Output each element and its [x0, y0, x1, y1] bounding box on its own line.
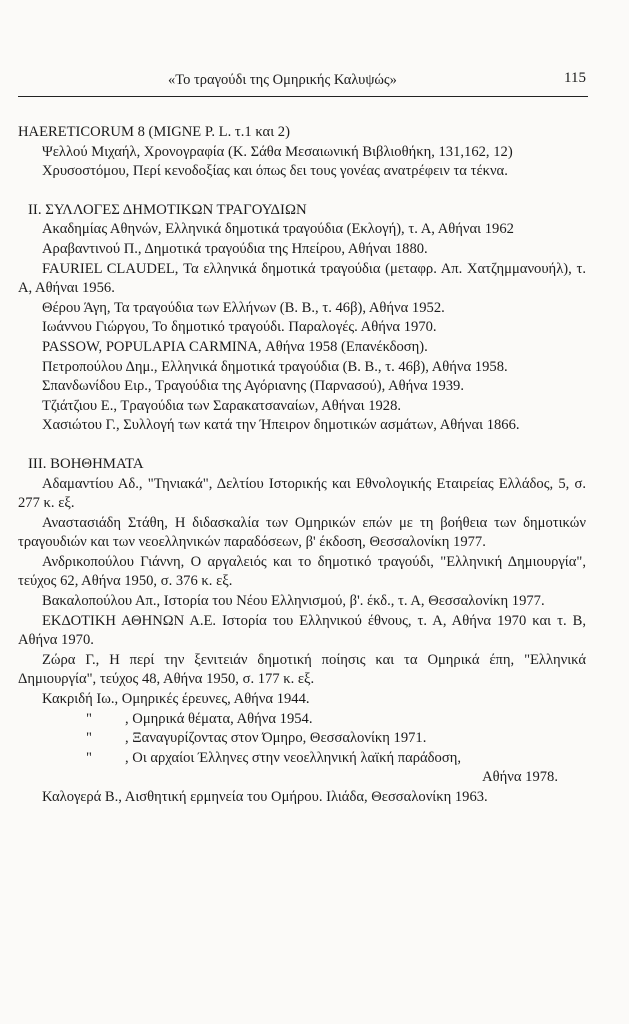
bibliography-entry: PASSOW, POPULAPIA CARMINA, Αθήνα 1958 (Επανέκδοση).: [42, 338, 428, 355]
bibliography-line: HAERETICORUM 8 (MIGNE P. L. τ.1 και 2): [18, 124, 290, 140]
header-rule: [18, 96, 588, 97]
ditto-mark: ": [86, 710, 92, 727]
bibliography-entry: FAURIEL CLAUDEL, Τα ελληνικά δημοτικά τραγούδια (μεταφρ. Απ. Χατζημμανουήλ), τ. Α, Αθήναι 1956.: [18, 260, 586, 297]
section-spacer: [18, 182, 586, 201]
ditto-entry: [18, 710, 586, 730]
bibliography-entry: Ανδρικοπούλου Γιάννη, Ο αργαλειός και το δημοτικό τραγούδι, "Ελληνική Δημιουργία", τεύχος 62, Αθήνα 1950, σ. 376 κ. εξ.: [18, 553, 586, 590]
bibliography-entry: Ακαδημίας Αθηνών, Ελληνικά δημοτικά τραγούδια (Εκλογή), τ. Α, Αθήναι 1962: [42, 221, 514, 238]
page-body: [18, 123, 586, 808]
bibliography-entry: Αναστασιάδη Στάθη, Η διδασκαλία των Ομηρικών επών με τη βοήθεια των δημοτικών τραγουδιών και των νεοελληνικών παραδόσεων, β' έκδοση, Θεσσαλονίκη 1977.: [18, 514, 586, 551]
ditto-continuation: Αθήνα 1978.: [482, 769, 558, 786]
bibliography-entry: Καλογερά Β., Αισθητική ερμηνεία του Ομήρου. Ιλιάδα, Θεσσαλονίκη 1963.: [42, 789, 488, 805]
page-number: 115: [564, 70, 586, 86]
running-title: «Το τραγούδι της Ομηρικής Καλυψώς»: [168, 72, 397, 88]
ditto-mark: ": [86, 730, 92, 747]
bibliography-entry: Αδαμαντίου Αδ., "Τηνιακά", Δελτίου Ιστορικής και Εθνολογικής Εταιρείας Ελλάδος, 5, σ. 277 κ. εξ.: [18, 475, 586, 512]
bibliography-entry: Χρυσοστόμου, Περί κενοδοξίας και όπως δει τους γονέας ανατρέφειν τα τέκνα.: [42, 163, 508, 180]
ditto-entry: [18, 729, 586, 749]
ditto-entry: [18, 749, 586, 769]
bibliography-entry: Σπανδωνίδου Ειρ., Τραγούδια της Αγόριανης (Παρνασού), Αθήνα 1939.: [42, 378, 464, 395]
bibliography-entry: Κακριδή Ιω., Ομηρικές έρευνες, Αθήνα 1944.: [42, 691, 310, 708]
bibliography-entry: Αραβαντινού Π., Δημοτικά τραγούδια της Ηπείρου, Αθήναι 1880.: [42, 240, 428, 257]
bibliography-entry: Ζώρα Γ., Η περί την ξενιτειάν δημοτική ποίησις και τα Ομηρικά έπη, "Ελληνικά Δημιουργία", τεύχος 48, Αθήνα 1950, σ. 177 κ. εξ.: [18, 651, 586, 688]
section-spacer: [18, 436, 586, 455]
bibliography-entry: Πετροπούλου Δημ., Ελληνικά δημοτικά τραγούδια (Β. Β., τ. 46β), Αθήνα 1958.: [42, 358, 508, 375]
bibliography-entry: ΕΚΔΟΤΙΚΗ ΑΘΗΝΩΝ Α.Ε. Ιστορία του Ελληνικού έθνους, τ. Α, Αθήνα 1970 και τ. Β, Αθήνα 1970.: [18, 612, 586, 649]
section-heading: II. ΣΥΛΛΟΓΕΣ ΔΗΜΟΤΙΚΩΝ ΤΡΑΓΟΥΔΙΩΝ: [28, 201, 307, 218]
bibliography-entry: Τζιάτζιου Ε., Τραγούδια των Σαρακατσαναίων, Αθήναι 1928.: [42, 397, 402, 414]
section-heading: III. ΒΟΗΘΗΜΑΤΑ: [28, 455, 144, 472]
ditto-text: , Ομηρικά θέματα, Αθήνα 1954.: [125, 710, 313, 727]
bibliography-entry: Ιωάννου Γιώργου, Το δημοτικό τραγούδι. Παραλογές. Αθήνα 1970.: [42, 319, 437, 336]
bibliography-entry: Χασιώτου Γ., Συλλογή των κατά την Ήπειρον δημοτικών ασμάτων, Αθήναι 1866.: [42, 417, 520, 434]
ditto-text: , Ξαναγυρίζοντας στον Όμηρο, Θεσσαλονίκη 1971.: [125, 730, 427, 747]
ditto-mark: ": [86, 749, 92, 766]
ditto-text: , Οι αρχαίοι Έλληνες στην νεοελληνική λαϊκή παράδοση,: [125, 749, 461, 766]
bibliography-entry: Θέρου Άγη, Τα τραγούδια των Ελλήνων (Β. Β., τ. 46β), Αθήνα 1952.: [42, 299, 445, 316]
bibliography-entry: Ψελλού Μιχαήλ, Χρονογραφία (Κ. Σάθα Μεσαιωνική Βιβλιοθήκη, 131,162, 12): [42, 143, 513, 160]
bibliography-entry: Βακαλοπούλου Απ., Ιστορία του Νέου Ελληνισμού, β'. έκδ., τ. Α, Θεσσαλονίκη 1977.: [42, 593, 545, 610]
